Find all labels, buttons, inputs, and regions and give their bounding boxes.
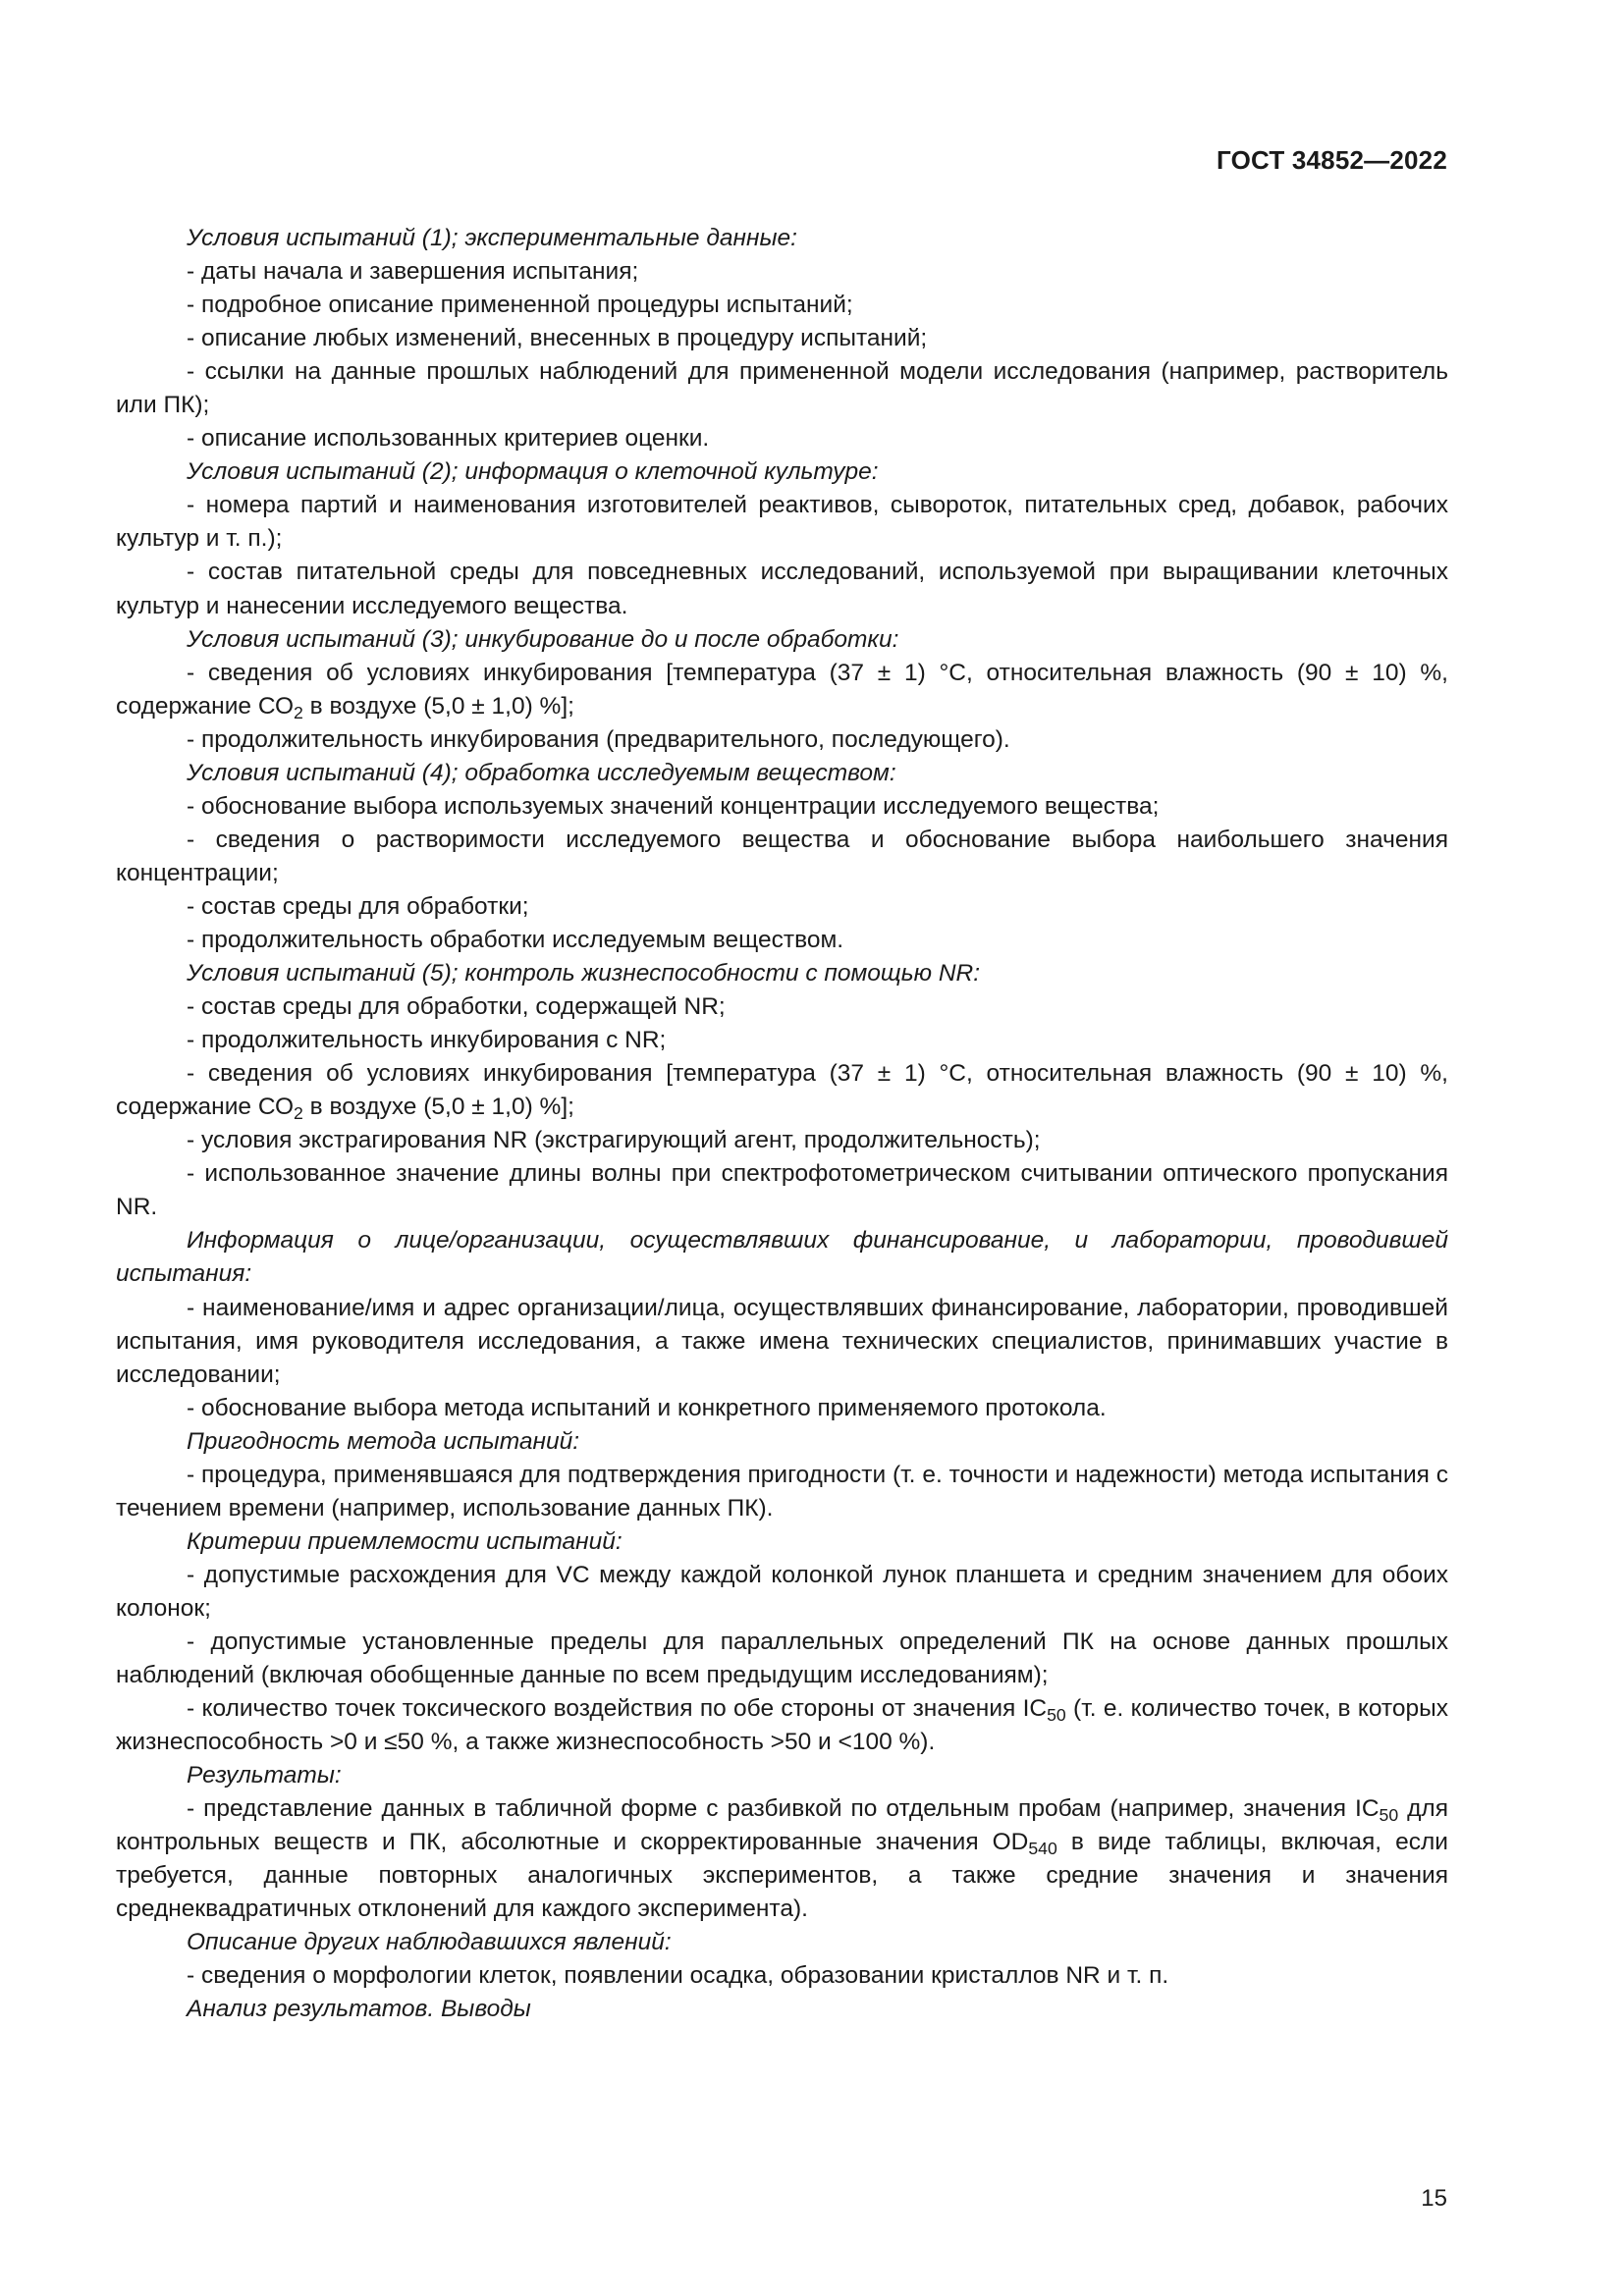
text-run: (т. е. количество точек, в которых жизнеспособность >0 и ≤50 %, а также жизнеспособность >50 и <100 %).: [116, 1695, 1448, 1756]
section-heading: Описание других наблюдавшихся явлений:: [187, 1929, 672, 1956]
subscript: 2: [294, 702, 303, 722]
list-item: - описание любых изменений, внесенных в процедуру испытаний;: [187, 325, 928, 352]
list-item: - продолжительность инкубирования с NR;: [187, 1027, 667, 1054]
subscript: 50: [1047, 1705, 1066, 1725]
list-item: - продолжительность инкубирования (предварительного, последующего).: [187, 725, 1010, 753]
text-run: в воздухе (5,0 ± 1,0) %];: [302, 692, 574, 720]
list-item: - описание использованных критериев оценки.: [187, 425, 710, 453]
section-heading: Условия испытаний (3); инкубирование до и после обработки:: [187, 625, 899, 653]
text-run: - сведения об условиях инкубирования [температура (37 ± 1) °С, относительная влажность (90 ± 10) %, содержание СО: [116, 1060, 1448, 1121]
list-item: - процедура, применявшаяся для подтверждения пригодности (т. е. точности и надежности) метода испытания с течением времени (например, использование данных ПК).: [116, 1461, 1448, 1522]
section-heading: Условия испытаний (4); обработка исследуемым веществом:: [187, 759, 896, 786]
list-item: - номера партий и наименования изготовителей реактивов, сывороток, питательных сред, добавок, рабочих культур и т. п.);: [116, 492, 1448, 553]
section-heading: Результаты:: [187, 1762, 342, 1789]
section-heading: Условия испытаний (5); контроль жизнеспособности с помощью NR:: [187, 960, 981, 988]
list-item: - продолжительность обработки исследуемым веществом.: [187, 926, 844, 953]
text-run: - количество точек токсического воздействия по обе стороны от значения IC: [187, 1695, 1048, 1723]
text-run: в воздухе (5,0 ± 1,0) %];: [302, 1094, 574, 1121]
text-run: - сведения об условиях инкубирования [температура (37 ± 1) °С, относительная влажность (90 ± 10) %, содержание СО: [116, 659, 1448, 720]
list-item: [116, 657, 1448, 723]
list-item: - сведения о растворимости исследуемого вещества и обоснование выбора наибольшего значения концентрации;: [116, 826, 1448, 886]
list-item: - условия экстрагирования NR (экстрагирующий агент, продолжительность);: [187, 1127, 1041, 1154]
list-item: - обоснование выбора метода испытаний и конкретного применяемого протокола.: [187, 1394, 1107, 1421]
list-item: - даты начала и завершения испытания;: [187, 258, 639, 286]
list-item: - ссылки на данные прошлых наблюдений для примененной модели исследования (например, растворитель или ПК);: [116, 358, 1448, 419]
list-item: - обоснование выбора используемых значений концентрации исследуемого вещества;: [187, 792, 1160, 820]
text-run: - представление данных в табличной форме с разбивкой по отдельным пробам (например, значения IC: [187, 1795, 1380, 1823]
list-item: [116, 1692, 1448, 1759]
section-heading: Анализ результатов. Выводы: [187, 1996, 531, 2023]
list-item: - использованное значение длины волны при спектрофотометрическом считывании оптического пропускания NR.: [116, 1160, 1448, 1221]
list-item: [116, 1057, 1448, 1124]
section-heading: Условия испытаний (1); экспериментальные данные:: [187, 225, 797, 251]
section-heading: Информация о лице/организации, осуществлявших финансирование, и лаборатории, проводившей испытания:: [116, 1227, 1448, 1288]
list-item: - сведения о морфологии клеток, появлении осадка, образовании кристаллов NR и т. п.: [187, 1962, 1169, 1990]
document-body: [116, 222, 1448, 2027]
section-heading: Условия испытаний (2); информация о клеточной культуре:: [187, 458, 879, 486]
list-item: - допустимые расхождения для VC между каждой колонкой лунок планшета и средним значением для обоих колонок;: [116, 1561, 1448, 1622]
list-item: - состав среды для обработки;: [187, 892, 529, 920]
page-number: 15: [1421, 2185, 1447, 2212]
section-heading: Критерии приемлемости испытаний:: [187, 1527, 623, 1555]
document-standard-header: ГОСТ 34852—2022: [1217, 145, 1447, 175]
list-item: - допустимые установленные пределы для параллельных определений ПК на основе данных прошлых наблюдений (включая обобщенные данные по всем предыдущим исследованиям);: [116, 1628, 1448, 1689]
list-item: - подробное описание примененной процедуры испытаний;: [187, 292, 853, 319]
list-item: - состав питательной среды для повседневных исследований, используемой при выращивании клеточных культур и нанесении исследуемого вещества.: [116, 559, 1448, 619]
subscript: 540: [1028, 1839, 1057, 1859]
section-heading: Пригодность метода испытаний:: [187, 1427, 580, 1455]
subscript: 50: [1379, 1805, 1399, 1826]
list-item: - состав среды для обработки, содержащей NR;: [187, 993, 726, 1021]
list-item: [116, 1792, 1448, 1926]
list-item: - наименование/имя и адрес организации/лица, осуществлявших финансирование, лаборатории, проводившей испытания, имя руководителя исследования, а также имена технических специалистов, принимавших участие в исследовании;: [116, 1294, 1448, 1388]
text-run: для контрольных веществ и ПК, абсолютные и скорректированные значения OD: [116, 1795, 1448, 1856]
subscript: 2: [294, 1103, 303, 1124]
text-run: в виде таблицы, включая, если требуется, данные повторных аналогичных экспериментов, а также средние значения и значения среднеквадратичных отклонений для каждого эксперимента).: [116, 1829, 1448, 1923]
